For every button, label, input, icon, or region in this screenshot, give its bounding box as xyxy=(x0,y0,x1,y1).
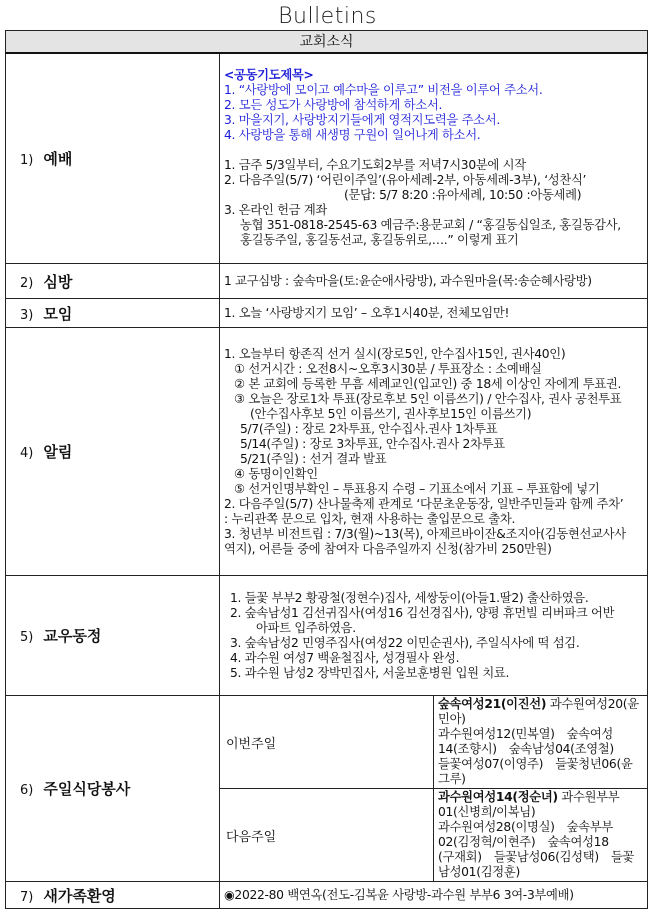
notice-item: ① 선거시간 : 오전8시~오후3시30분 / 투표장소 : 소예배실 xyxy=(234,361,542,376)
notice-item: 5/21(주일) : 선거 결과 발표 xyxy=(240,451,387,466)
label-kitchen-service: 6) 주일식당봉사 xyxy=(6,696,220,882)
kitchen-item: 과수원부부01(신병희/이복님) xyxy=(438,790,620,819)
worship-item: 2. 다음주일(5/7) ‘어린이주일’(유아세례-2부, 아동세례-3부), ‘성찬식’ xyxy=(224,173,587,188)
this-week-content xyxy=(434,696,648,789)
row-members-news xyxy=(6,576,648,696)
notice-item: ③ 오늘은 장로1차 투표(장로후보 5인 이름쓰기) / 안수집사, 권사 공천투표 xyxy=(234,391,622,406)
news-item: 1. 들꽃 부부2 황광철(정현수)집사, 세쌍둥이(아들1.딸2) 출산하였음. xyxy=(230,590,589,605)
news-item: 3. 숲속남성2 민영주집사(여성22 이민순권사), 주일식사에 떡 섬김. xyxy=(230,635,580,650)
page-title: Bulletins xyxy=(278,4,377,29)
members-news-content xyxy=(220,576,648,696)
next-week-label: 다음주일 xyxy=(220,789,434,882)
new-family-item: ◉2022-80 백연옥(전도-김복윤 사랑방-과수원 부부6 3여-3부예배) xyxy=(220,882,648,909)
worship-item: 1. 금주 5/3일부터, 수요기도회2부를 저녁7시30분에 시작 xyxy=(224,158,526,173)
row-worship xyxy=(6,53,648,264)
bank-account: 농협 351-0818-2545-63 예금주:용문교회 / “홍길동십일조, 홍길동감사, xyxy=(240,218,621,233)
meeting-item: 1. 오늘 ‘사랑방지기 모임’ – 오후1시40분, 전체모임만! xyxy=(220,299,648,328)
kitchen-item: 과수원여성28(이명실) 숲속부부02(김정혁/이현주) 숲속여성18 xyxy=(438,820,613,849)
kitchen-item: 과수원여성20(윤민아) xyxy=(438,697,639,726)
prayer-item: 1. “사랑방에 모이고 예수마을 이루고” 비전을 이루어 주소서. xyxy=(224,83,543,98)
row-new-family xyxy=(6,882,648,909)
this-week-lead: 숲속여성21(이진선) xyxy=(438,697,547,711)
notice-item: 3. 청년부 비전트립 : 7/3(월)~13(목), 아제르바이잔&조지아(김동현선교사사 xyxy=(224,526,626,541)
notice-item: : 누리관쪽 문으로 입차, 현재 사용하는 출입문으로 출차. xyxy=(224,511,516,526)
row-visit xyxy=(6,264,648,299)
news-item: 5. 과수원 남성2 장박민집사, 서울보훈병원 입원 치료. xyxy=(230,665,510,680)
worship-item: 3. 온라인 헌금 계좌 xyxy=(224,203,328,218)
notice-item: 2. 다음주일(5/7) 산나물축제 관계로 ‘다문초운동장, 일반주민들과 함께 주차’ xyxy=(224,496,624,511)
this-week-label: 이번주일 xyxy=(220,696,434,789)
row-notice xyxy=(6,328,648,576)
label-members-news: 5) 교우동정 xyxy=(6,576,220,696)
prayer-item: 4. 사랑방을 통해 새생명 구원이 일어나게 하소서. xyxy=(224,128,481,143)
bulletin-table xyxy=(5,30,648,909)
prayer-item: 3. 마을지기, 사랑방지기들에게 영적지도력을 주소서. xyxy=(224,113,500,128)
next-week-content xyxy=(434,789,648,882)
notice-item: ④ 동명이인확인 xyxy=(234,466,318,481)
notice-item: 5/14(주일) : 장로 3차투표, 안수집사.권사 2차투표 xyxy=(240,436,505,451)
news-item: 2. 숲속남성1 김선귀집사(여성16 김선경집사), 양평 휴먼빌 리버파크 어반 xyxy=(230,605,615,620)
notice-item: 1. 오늘부터 항존직 선거 실시(장로5인, 안수집사15인, 권사40인) xyxy=(224,346,566,361)
next-week-lead: 과수원여성14(정순녀) xyxy=(438,790,558,804)
kitchen-item: (구재회) 들꽃남성06(김성택) 들꽃남성01(김정훈) xyxy=(438,850,634,879)
news-item: 아파트 입주하였음. xyxy=(256,620,356,635)
row-kitchen-this-week xyxy=(6,696,648,789)
notice-item: ② 본 교회에 등록한 무흠 세례교인(입교인) 중 18세 이상인 자에게 투표권. xyxy=(234,376,622,391)
visit-item: 1 교구심방 : 숲속마을(토:윤순애사랑방), 과수원마을(목:송순혜사랑방) xyxy=(220,264,648,299)
kitchen-item: 과수원여성12(민복열) 숲속여성14(조향시) 숲속남성04(조영철) xyxy=(438,727,614,756)
notice-item: 5/7(주일) : 장로 2차투표, 안수집사.권사 1차투표 xyxy=(240,421,498,436)
prayer-title: <공동기도제목> xyxy=(224,68,314,83)
worship-content xyxy=(220,53,648,264)
row-meeting xyxy=(6,299,648,328)
notice-item: (안수집사후보 5인 이름쓰기, 권사후보15인 이름쓰기) xyxy=(250,406,532,421)
kitchen-item: 들꽃여성07(이영주) 들꽃청년06(윤그루) xyxy=(438,757,633,786)
worship-item: 홍길동주일, 홍길동선교, 홍길동위로,….” 이렇게 표기 xyxy=(240,233,519,248)
notice-item: ⑤ 선거인명부확인 – 투표용지 수령 – 기표소에서 기표 – 투표함에 넣기 xyxy=(234,481,600,496)
label-meeting: 3) 모임 xyxy=(6,299,220,328)
label-notice: 4) 알림 xyxy=(6,328,220,576)
label-visit: 2) 심방 xyxy=(6,264,220,299)
prayer-item: 2. 모든 성도가 사랑방에 참석하게 하소서. xyxy=(224,98,443,113)
news-item: 4. 과수원 여성7 백윤철집사, 성경필사 완성. xyxy=(230,650,460,665)
label-worship: 1) 예배 xyxy=(6,53,220,264)
section-header: 교회소식 xyxy=(6,31,648,53)
notice-item: 역지), 어른들 중에 참여자 다음주일까지 신청(참가비 250만원) xyxy=(224,541,552,556)
notice-content xyxy=(220,328,648,576)
label-new-family: 7) 새가족환영 xyxy=(6,882,220,909)
worship-item: (문답: 5/7 8:20 :유아세례, 10:50 :아동세례) xyxy=(344,188,582,203)
